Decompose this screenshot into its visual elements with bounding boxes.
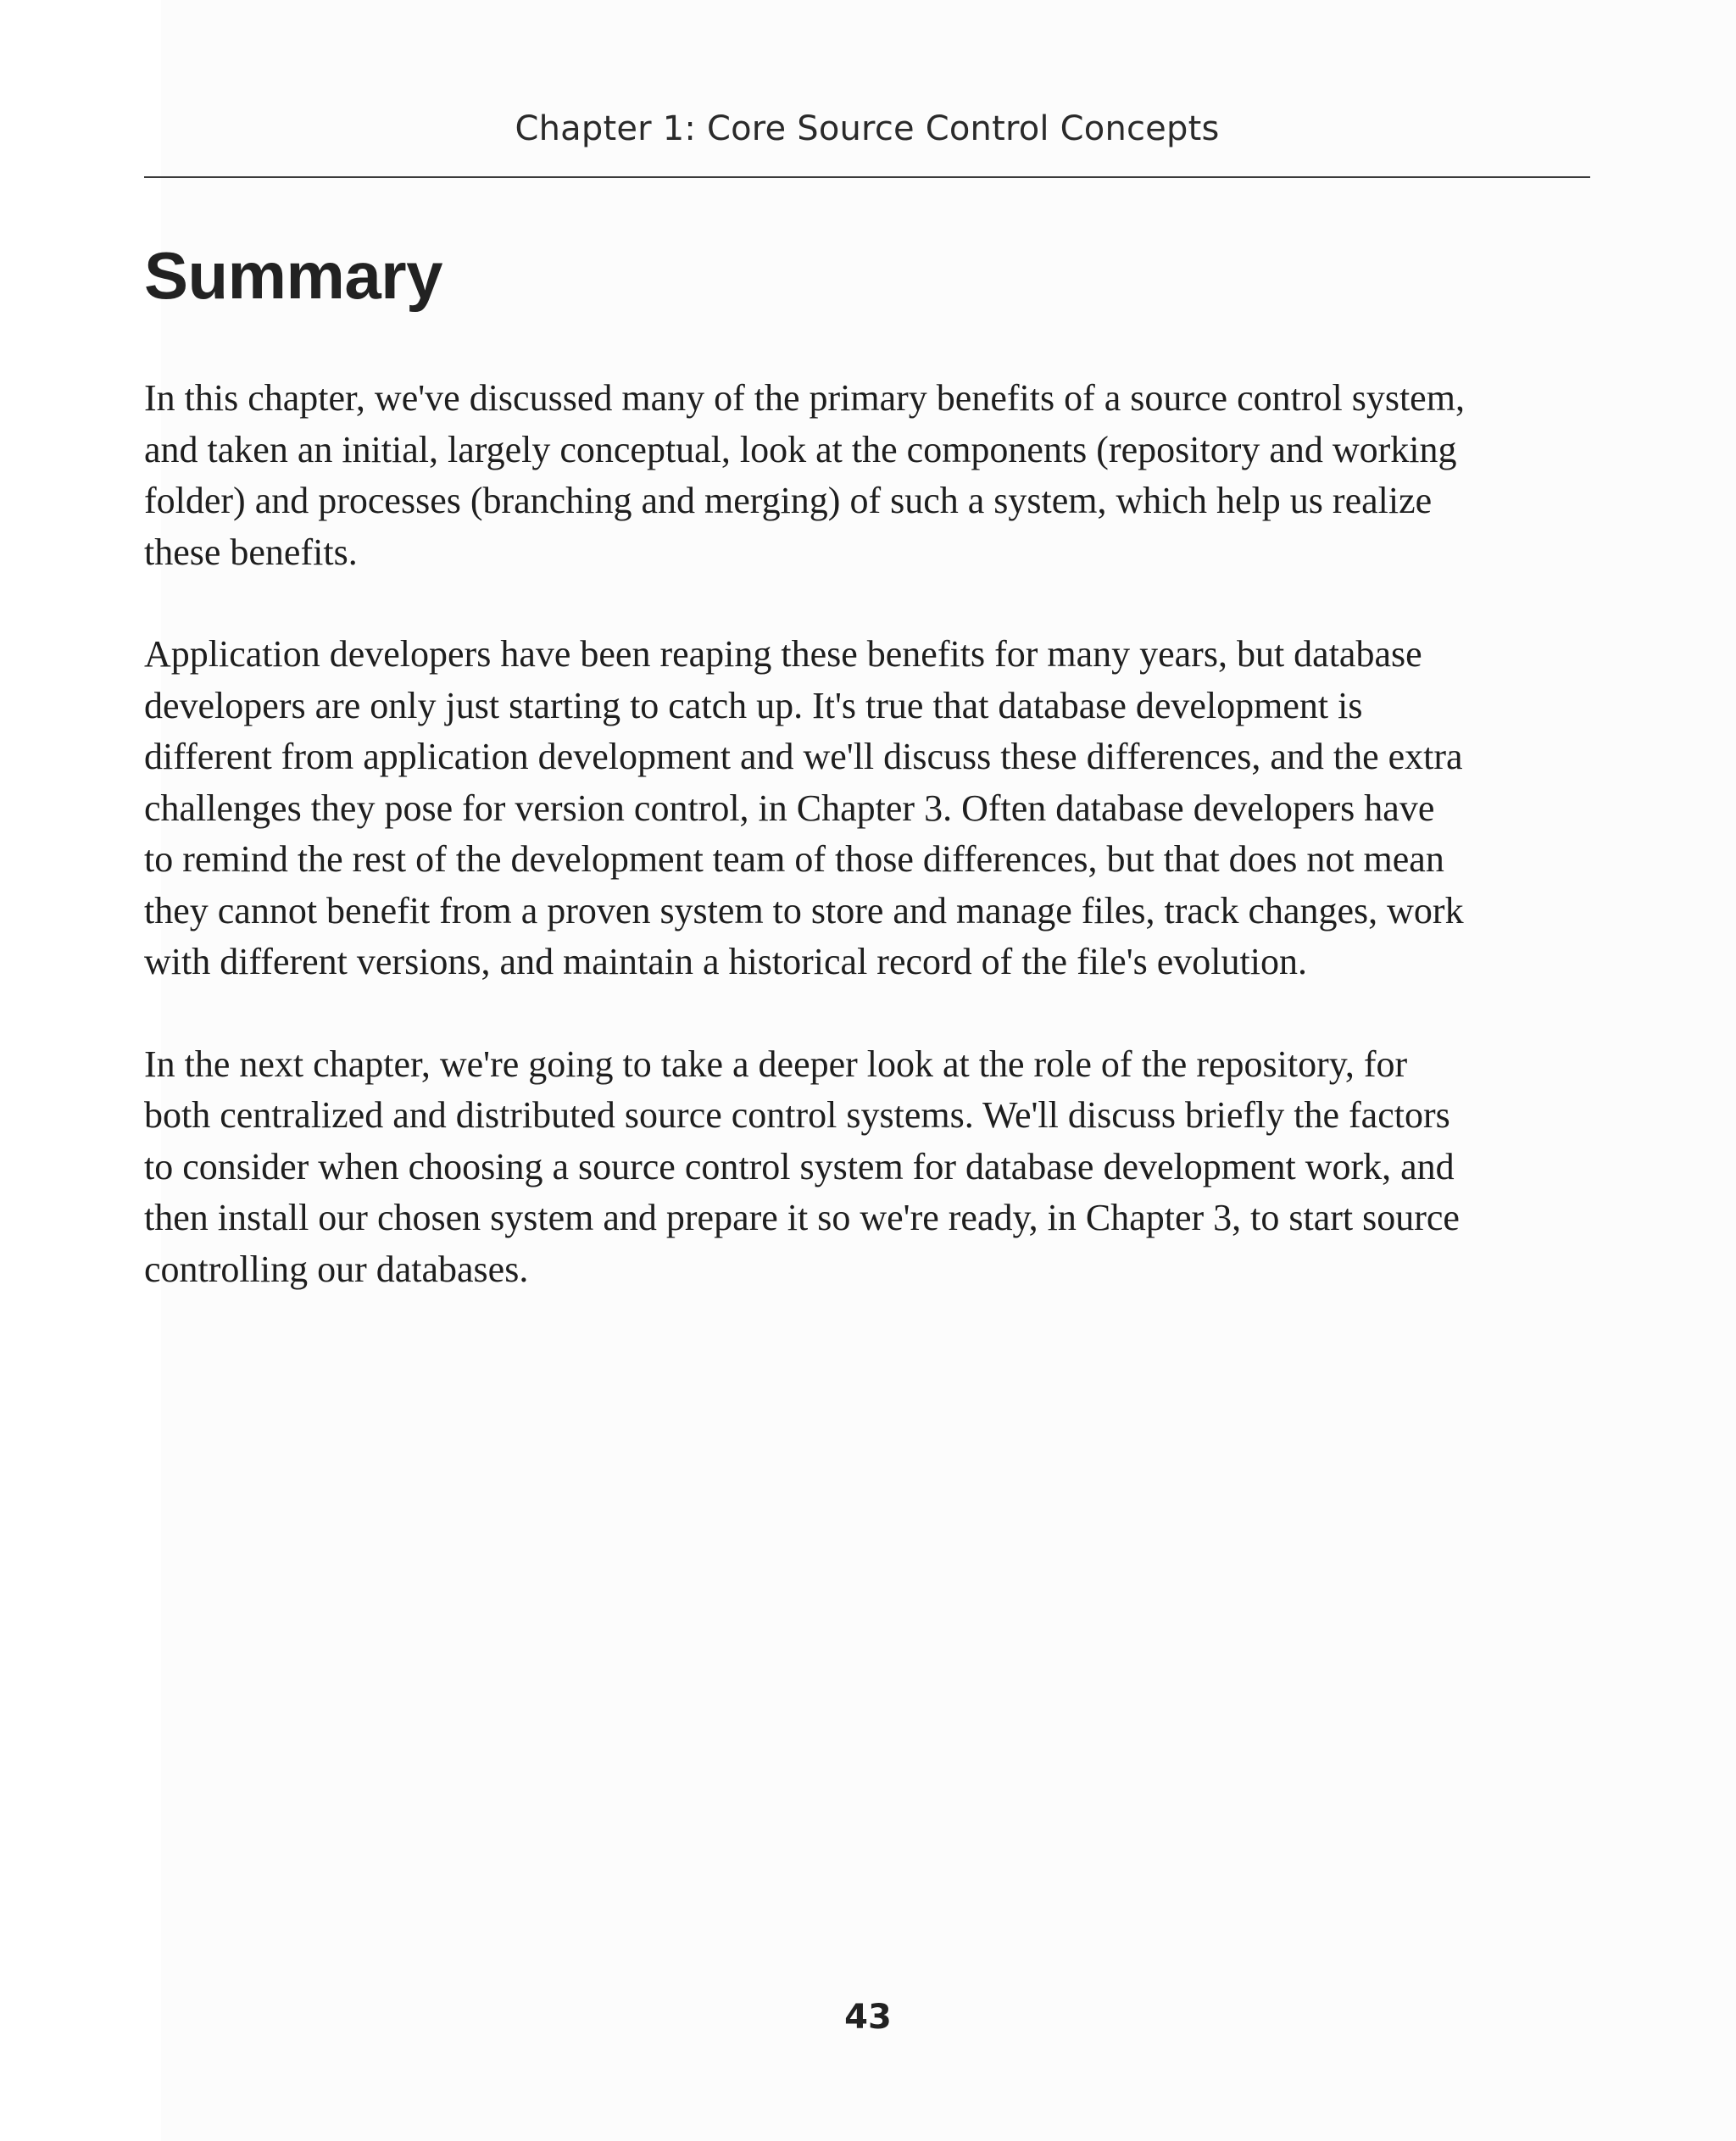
text-line: folder) and processes (branching and merging) of such a system, which help us realize bbox=[144, 480, 1433, 521]
text-line: and taken an initial, largely conceptual, look at the components (repository and working bbox=[144, 428, 1457, 470]
body-text bbox=[144, 373, 1590, 1346]
text-line: controlling our databases. bbox=[144, 1248, 529, 1290]
paragraph-1 bbox=[144, 373, 1590, 578]
text-line: then install our chosen system and prepare it so we're ready, in Chapter 3, to start source bbox=[144, 1197, 1460, 1238]
paragraph-2 bbox=[144, 629, 1590, 988]
text-line: In the next chapter, we're going to take a deeper look at the role of the repository, for bbox=[144, 1043, 1408, 1085]
text-line: challenges they pose for version control, in Chapter 3. Often database developers have bbox=[144, 787, 1435, 829]
text-line: different from application development and we'll discuss these differences, and the extra bbox=[144, 736, 1463, 777]
text-line: these benefits. bbox=[144, 531, 358, 573]
page-number: 43 bbox=[844, 1998, 892, 2037]
text-line: Application developers have been reaping these benefits for many years, but database bbox=[144, 633, 1422, 675]
text-line: to consider when choosing a source control system for database development work, and bbox=[144, 1145, 1455, 1187]
paragraph-3 bbox=[144, 1039, 1590, 1296]
text-line: they cannot benefit from a proven system to store and manage files, track changes, work bbox=[144, 889, 1464, 931]
header-rule bbox=[144, 176, 1590, 178]
text-line: developers are only just starting to catch up. It's true that database development is bbox=[144, 684, 1363, 726]
text-line: In this chapter, we've discussed many of the primary benefits of a source control system, bbox=[144, 377, 1465, 419]
text-line: to remind the rest of the development team of those differences, but that does not mean bbox=[144, 838, 1444, 880]
running-header: Chapter 1: Core Source Control Concepts bbox=[515, 109, 1220, 148]
text-line: both centralized and distributed source control systems. We'll discuss briefly the factors bbox=[144, 1094, 1450, 1136]
section-heading: Summary bbox=[144, 238, 442, 313]
text-line: with different versions, and maintain a historical record of the file's evolution. bbox=[144, 941, 1307, 982]
